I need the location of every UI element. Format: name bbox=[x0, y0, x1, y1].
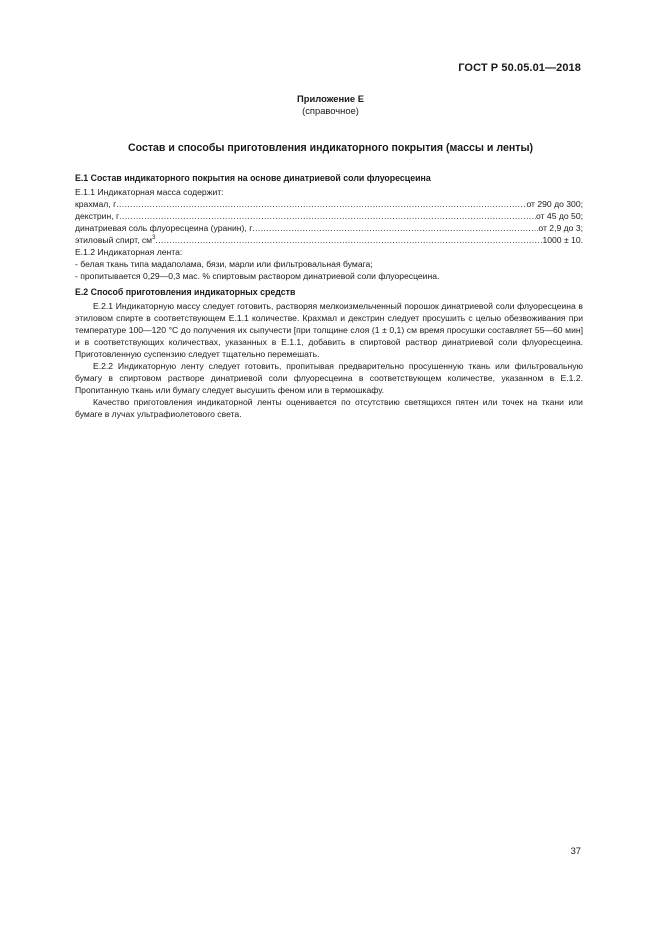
page-number: 37 bbox=[570, 845, 581, 856]
component-label-text: этиловый спирт, см bbox=[75, 235, 153, 245]
unit-superscript: 3 bbox=[152, 235, 156, 242]
component-value: 1000 ± 10. bbox=[542, 235, 583, 245]
annex-kind: (справочное) bbox=[302, 105, 359, 116]
dot-leader bbox=[155, 234, 542, 246]
tape-intro: Е.1.2 Индикаторная лента: bbox=[75, 247, 183, 257]
component-value: от 290 до 300; bbox=[526, 199, 583, 209]
paragraph-quality: Качество приготовления индикаторной ленты оценивается по отсутствию светящихся пятен или точек на ткани или бумаге в лучах ультрафиолетового света. bbox=[75, 397, 583, 419]
component-label: динатриевая соль флуоресцеина (уранин), г bbox=[75, 223, 253, 233]
tape-item: - пропитывается 0,29—0,3 мас. % спиртовым раствором динатриевой соли флуоресцеина. bbox=[75, 271, 440, 281]
document-code: ГОСТ Р 50.05.01—2018 bbox=[458, 62, 581, 74]
document-body bbox=[75, 172, 583, 420]
dot-leader bbox=[116, 198, 526, 210]
component-value: от 2,9 до 3; bbox=[538, 223, 583, 233]
component-label: декстрин, г bbox=[75, 211, 120, 221]
component-label: крахмал, г bbox=[75, 199, 117, 209]
main-title: Состав и способы приготовления индикаторного покрытия (массы и ленты) bbox=[127, 142, 534, 154]
paragraph-e22: Е.2.2 Индикаторную ленту следует готовить, пропитывая предварительно просушенную ткань или фильтровальную бумагу в спиртовом растворе динатриевой соли флуоресцеина в соответствующем количестве, указанном в Е.1.2. Пропитанную ткань или бумагу следует высушить феном или в термошкафу. bbox=[75, 361, 583, 395]
dot-leader bbox=[119, 210, 536, 222]
component-row bbox=[75, 210, 583, 222]
component-row bbox=[75, 198, 583, 210]
paragraph-e21: Е.2.1 Индикаторную массу следует готовить, растворяя мелкоизмельченный порошок динатриевой соли флуоресцеина в этиловом спирте в соответствующем Е.1.1 количестве. Крахмал и декстрин следует просушить с целью обезвоживания при температуре 100—120 °С до получения их сыпучести [при толщине слоя (1 ± 0,1) см время просушки составляет 55—60 мин] и в соответствующих количествах, указанных в Е.1.1, добавить в спиртовой раствор динатриевой соли флуоресцеина. Приготовленную суспензию следует тщательно перемешать. bbox=[75, 301, 583, 359]
dot-leader bbox=[252, 222, 538, 234]
mass-intro: Е.1.1 Индикаторная масса содержит: bbox=[75, 187, 224, 197]
annex-title: Приложение Е bbox=[297, 93, 364, 104]
section-heading-e1: Е.1 Состав индикаторного покрытия на основе динатриевой соли флуоресцеина bbox=[75, 173, 431, 183]
component-row bbox=[75, 234, 583, 246]
section-heading-e2: Е.2 Способ приготовления индикаторных средств bbox=[75, 287, 296, 297]
component-label bbox=[75, 234, 155, 246]
component-row bbox=[75, 222, 583, 234]
tape-item: - белая ткань типа мадаполама, бязи, марли или фильтровальная бумага; bbox=[75, 259, 373, 269]
component-value: от 45 до 50; bbox=[536, 211, 583, 221]
